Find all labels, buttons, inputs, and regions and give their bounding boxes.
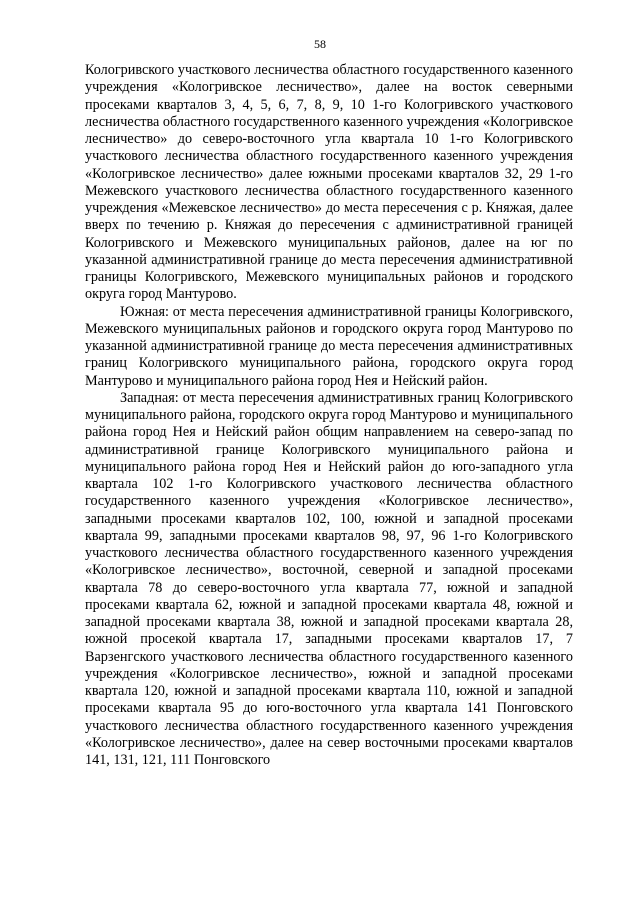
paragraph-south-boundary: Южная: от места пересечения административной границы Кологривского, Межевского муниципальных районов и городского округа город Мантурово по указанной административной границе до места пересечения административных границ Кологривского муниципального района, городского округа город Мантурово и муниципального района город Нея и Нейский район. [85,303,573,389]
paragraph-north-boundary-continued: Кологривского участкового лесничества областного государственного казенного учреждения «Кологривское лесничество», далее на восток северными просеками кварталов 3, 4, 5, 6, 7, 8, 9, 10 1-го Кологривского участкового лесничества областного государственного казенного учреждения «Кологривское лесничество» до северо-восточного угла квартала 10 1-го Кологривского участкового лесничества областного государственного казенного учреждения «Кологривское лесничество» далее южными просеками кварталов 32, 29 1-го Межевского участкового лесничества областного государственного казенного учреждения «Межевское лесничество» до места пересечения с р. Княжая, далее вверх по течению р. Княжая до пересечения с административной границей Кологривского и Межевского муниципальных районов, далее на юг по указанной административной границе до места пересечения административной границы Кологривского, Межевского муниципальных районов и городского округа город Мантурово. [85,62,573,303]
paragraph-west-boundary: Западная: от места пересечения административных границ Кологривского муниципального района, городского округа город Мантурово и муниципального района город Нея и Нейский район общим направлением на северо-запад по административной границе Кологривского муниципального района и муниципального района город Нея и Нейский район до юго-западного угла квартала 102 1-го Кологривского участкового лесничества областного государственного казенного учреждения «Кологривское лесничество», западными просеками кварталов 102, 100, южной и западной просеками квартала 99, западными просеками кварталов 98, 97, 96 1-го Кологривского участкового лесничества областного государственного казенного учреждения «Кологривское лесничество», восточной, северной и западной просеками квартала 78 до северо-восточного угла квартала 77, южной и западной просеками квартала 62, южной и западной просеками квартала 48, южной и западной просеками квартала 38, южной и западной просеками квартала 28, южной просекой квартала 17, западными просеками кварталов 17, 7 Варзенгского участкового лесничества областного государственного казенного учреждения «Кологривское лесничество», южной и западной просеками квартала 120, южной и западной просеками квартала 110, южной и западной просеками квартала 95 до юго-восточного угла квартала 141 Понговского участкового лесничества областного государственного казенного учреждения «Кологривское лесничество», далее на север восточными просеками кварталов 141, 131, 121, 111 Понговского [85,389,573,768]
document-body [85,62,573,769]
page-number: 58 [314,37,326,51]
